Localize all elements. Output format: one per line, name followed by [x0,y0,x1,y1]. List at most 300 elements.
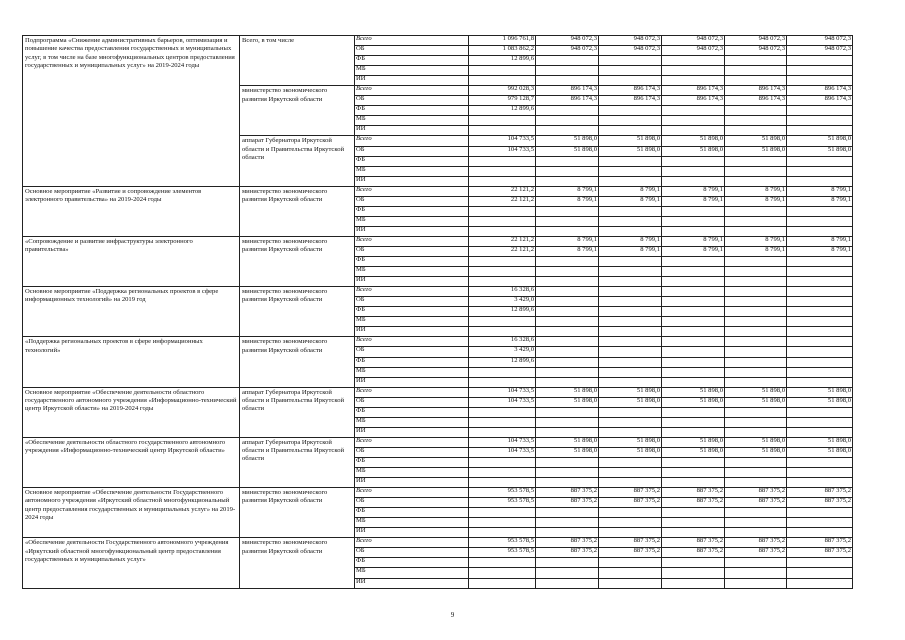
amount-cell [536,427,599,437]
funding-source: ФБ [355,156,469,166]
responsible-executor: аппарат Губернатора Иркутской области и Правительства Иркутской области [240,136,355,186]
amount-cell [725,257,787,267]
amount-cell [662,76,725,86]
amount-cell [469,558,536,568]
funding-source: ИИ [355,327,469,337]
amount-cell [469,116,536,126]
amount-cell: 8 799,1 [787,236,853,246]
amount-cell: 51 898,0 [662,437,725,447]
amount-cell [469,206,536,216]
table-row [23,387,853,397]
amount-cell [469,156,536,166]
amount-cell [662,116,725,126]
amount-cell [787,417,853,427]
amount-cell [599,106,662,116]
amount-cell [469,176,536,186]
amount-cell [599,307,662,317]
funding-source: ИИ [355,277,469,287]
responsible-executor: Всего, в том числе [240,36,355,86]
amount-cell [787,307,853,317]
funding-source: МБ [355,267,469,277]
amount-cell [787,468,853,478]
table-row [23,337,853,347]
amount-cell: 953 578,5 [469,548,536,558]
amount-cell [662,327,725,337]
amount-cell [662,126,725,136]
amount-cell [787,216,853,226]
amount-cell [662,407,725,417]
amount-cell: 887 375,2 [662,548,725,558]
amount-cell [662,66,725,76]
amount-cell [469,257,536,267]
amount-cell [725,407,787,417]
amount-cell [599,156,662,166]
responsible-executor: министерство экономического развития Иркутской области [240,287,355,337]
amount-cell [725,568,787,578]
amount-cell [662,377,725,387]
amount-cell [599,568,662,578]
funding-source: ФБ [355,558,469,568]
amount-cell [725,367,787,377]
amount-cell [536,377,599,387]
amount-cell [787,457,853,467]
funding-source: ИИ [355,427,469,437]
amount-cell [787,367,853,377]
amount-cell [662,307,725,317]
amount-cell [536,558,599,568]
funding-source: ФБ [355,307,469,317]
amount-cell [536,257,599,267]
amount-cell [725,558,787,568]
amount-cell [536,106,599,116]
amount-cell [536,337,599,347]
funding-source: МБ [355,66,469,76]
amount-cell: 887 375,2 [536,498,599,508]
amount-cell: 887 375,2 [725,488,787,498]
amount-cell: 896 174,3 [662,96,725,106]
amount-cell [599,457,662,467]
amount-cell: 51 898,0 [599,397,662,407]
funding-source: Всего [355,337,469,347]
amount-cell [725,578,787,588]
amount-cell [662,518,725,528]
responsible-executor: министерство экономического развития Иркутской области [240,236,355,286]
amount-cell: 51 898,0 [725,136,787,146]
amount-cell: 51 898,0 [787,397,853,407]
amount-cell: 948 072,3 [599,46,662,56]
amount-cell: 8 799,1 [599,236,662,246]
amount-cell: 104 733,5 [469,146,536,156]
funding-source: Всего [355,538,469,548]
amount-cell [599,267,662,277]
amount-cell: 51 898,0 [536,397,599,407]
responsible-executor: министерство экономического развития Иркутской области [240,488,355,538]
amount-cell: 948 072,3 [662,46,725,56]
amount-cell: 887 375,2 [787,548,853,558]
amount-cell: 51 898,0 [787,136,853,146]
amount-cell [662,528,725,538]
amount-cell: 12 899,6 [469,56,536,66]
amount-cell [662,317,725,327]
amount-cell: 22 121,2 [469,246,536,256]
amount-cell [469,528,536,538]
amount-cell: 51 898,0 [536,447,599,457]
amount-cell: 896 174,3 [599,86,662,96]
amount-cell: 51 898,0 [536,437,599,447]
amount-cell: 887 375,2 [536,488,599,498]
activity-description: «Обеспечение деятельности областного государственного автономного учреждения «Информационно-технический центр Иркутской области» [23,437,240,487]
amount-cell [536,317,599,327]
amount-cell [469,377,536,387]
amount-cell: 948 072,3 [662,36,725,46]
amount-cell: 896 174,3 [536,86,599,96]
funding-source: ОБ [355,46,469,56]
activity-description: Основное мероприятие «Обеспечение деятельности областного государственного автономного учреждения «Информационно-технический центр Иркутской области» на 2019-2024 годы [23,387,240,437]
amount-cell: 948 072,3 [536,36,599,46]
amount-cell [536,166,599,176]
amount-cell [725,287,787,297]
amount-cell: 51 898,0 [725,397,787,407]
amount-cell: 1 096 761,8 [469,36,536,46]
amount-cell [599,176,662,186]
activity-description: Основное мероприятие «Обеспечение деятельности Государственного автономного учреждения «Иркутский областной многофункциональный центр предоставления государственных и муниципальных услуг» на 2019-2024 годы [23,488,240,538]
amount-cell: 12 899,6 [469,307,536,317]
amount-cell [599,76,662,86]
amount-cell [725,126,787,136]
amount-cell [469,518,536,528]
amount-cell [599,367,662,377]
amount-cell [787,317,853,327]
amount-cell [787,568,853,578]
amount-cell: 104 733,5 [469,387,536,397]
amount-cell [787,377,853,387]
amount-cell: 948 072,3 [599,36,662,46]
amount-cell: 896 174,3 [787,86,853,96]
activity-description: «Сопровождение и развитие инфраструктуры электронного правительства» [23,236,240,286]
amount-cell [536,56,599,66]
funding-source: МБ [355,166,469,176]
amount-cell [725,518,787,528]
amount-cell [725,216,787,226]
funding-source: МБ [355,216,469,226]
amount-cell: 948 072,3 [787,46,853,56]
amount-cell: 887 375,2 [725,498,787,508]
amount-cell [725,478,787,488]
amount-cell: 51 898,0 [599,136,662,146]
funding-source: ФБ [355,206,469,216]
amount-cell [662,287,725,297]
amount-cell [599,407,662,417]
amount-cell: 51 898,0 [536,387,599,397]
amount-cell: 8 799,1 [725,186,787,196]
amount-cell [599,216,662,226]
amount-cell: 51 898,0 [599,387,662,397]
amount-cell [536,156,599,166]
amount-cell: 51 898,0 [536,136,599,146]
funding-source: МБ [355,417,469,427]
amount-cell [469,317,536,327]
responsible-executor: аппарат Губернатора Иркутской области и Правительства Иркутской области [240,437,355,487]
amount-cell [725,116,787,126]
amount-cell: 896 174,3 [725,86,787,96]
amount-cell [662,337,725,347]
amount-cell [469,126,536,136]
funding-source: МБ [355,568,469,578]
amount-cell: 8 799,1 [725,196,787,206]
amount-cell [536,287,599,297]
amount-cell [662,166,725,176]
amount-cell [725,417,787,427]
amount-cell: 887 375,2 [725,538,787,548]
funding-source: Всего [355,236,469,246]
amount-cell [599,508,662,518]
amount-cell [787,297,853,307]
amount-cell: 887 375,2 [787,538,853,548]
amount-cell: 22 121,2 [469,196,536,206]
funding-source: Всего [355,488,469,498]
amount-cell [536,518,599,528]
amount-cell: 979 128,7 [469,96,536,106]
amount-cell [725,156,787,166]
funding-source: ИИ [355,226,469,236]
amount-cell: 22 121,2 [469,236,536,246]
amount-cell [725,297,787,307]
amount-cell [469,468,536,478]
amount-cell: 992 028,3 [469,86,536,96]
amount-cell [536,126,599,136]
amount-cell [725,277,787,287]
amount-cell [599,206,662,216]
amount-cell [536,347,599,357]
amount-cell [662,156,725,166]
amount-cell: 51 898,0 [662,447,725,457]
amount-cell: 104 733,5 [469,136,536,146]
amount-cell [787,116,853,126]
amount-cell: 8 799,1 [725,236,787,246]
amount-cell [725,307,787,317]
amount-cell [469,327,536,337]
funding-source: ОБ [355,447,469,457]
funding-source: ИИ [355,76,469,86]
amount-cell [469,457,536,467]
amount-cell: 8 799,1 [787,196,853,206]
table-row [23,437,853,447]
amount-cell: 953 578,5 [469,488,536,498]
funding-source: ИИ [355,126,469,136]
funding-source: Всего [355,86,469,96]
amount-cell [536,327,599,337]
funding-source: Всего [355,186,469,196]
amount-cell [662,226,725,236]
table-row [23,236,853,246]
amount-cell [469,76,536,86]
amount-cell: 887 375,2 [599,498,662,508]
amount-cell [787,176,853,186]
amount-cell [662,277,725,287]
amount-cell [469,267,536,277]
amount-cell [469,407,536,417]
funding-source: ОБ [355,397,469,407]
funding-source: ФБ [355,106,469,116]
amount-cell [536,297,599,307]
funding-source: ОБ [355,146,469,156]
amount-cell [599,578,662,588]
amount-cell [599,327,662,337]
amount-cell: 51 898,0 [536,146,599,156]
amount-cell [536,478,599,488]
amount-cell [725,377,787,387]
amount-cell: 8 799,1 [662,186,725,196]
amount-cell: 51 898,0 [599,447,662,457]
amount-cell [599,287,662,297]
funding-source: Всего [355,387,469,397]
funding-source: ИИ [355,478,469,488]
amount-cell [599,427,662,437]
amount-cell [536,407,599,417]
funding-source: МБ [355,317,469,327]
amount-cell [536,76,599,86]
amount-cell [469,367,536,377]
amount-cell: 887 375,2 [725,548,787,558]
amount-cell: 51 898,0 [787,437,853,447]
amount-cell: 887 375,2 [599,538,662,548]
amount-cell: 887 375,2 [662,538,725,548]
amount-cell [787,126,853,136]
amount-cell: 8 799,1 [536,246,599,256]
amount-cell [536,226,599,236]
amount-cell [787,528,853,538]
funding-source: Всего [355,437,469,447]
funding-source: ОБ [355,196,469,206]
activity-description: Основное мероприятие «Развитие и сопровождение элементов электронного правительства» на 2019-2024 годы [23,186,240,236]
amount-cell [662,508,725,518]
amount-cell [599,337,662,347]
amount-cell [787,337,853,347]
amount-cell [599,417,662,427]
amount-cell: 887 375,2 [787,498,853,508]
amount-cell: 3 429,0 [469,297,536,307]
amount-cell [662,257,725,267]
amount-cell [469,578,536,588]
amount-cell [725,206,787,216]
amount-cell: 51 898,0 [725,447,787,457]
amount-cell [662,568,725,578]
amount-cell [662,478,725,488]
amount-cell: 51 898,0 [662,136,725,146]
amount-cell [599,226,662,236]
amount-cell [787,427,853,437]
funding-source: ФБ [355,457,469,467]
amount-cell: 948 072,3 [725,36,787,46]
amount-cell [725,267,787,277]
amount-cell [536,206,599,216]
activity-description: Основное мероприятие «Поддержка региональных проектов в сфере информационных технологий» на 2019 год [23,287,240,337]
amount-cell [662,267,725,277]
amount-cell [599,317,662,327]
amount-cell [599,116,662,126]
funding-source: ОБ [355,498,469,508]
table-row [23,36,853,46]
amount-cell: 896 174,3 [536,96,599,106]
amount-cell: 51 898,0 [725,146,787,156]
amount-cell: 887 375,2 [536,538,599,548]
amount-cell: 8 799,1 [536,196,599,206]
table-row [23,488,853,498]
funding-source: ОБ [355,548,469,558]
amount-cell: 51 898,0 [725,437,787,447]
amount-cell [536,508,599,518]
amount-cell [599,297,662,307]
funding-source: Всего [355,287,469,297]
amount-cell [787,407,853,417]
amount-cell: 51 898,0 [787,447,853,457]
amount-cell [787,347,853,357]
amount-cell [725,528,787,538]
amount-cell: 12 899,6 [469,357,536,367]
amount-cell [469,568,536,578]
activity-description: «Поддержка региональных проектов в сфере информационных технологий» [23,337,240,387]
amount-cell [536,568,599,578]
amount-cell: 8 799,1 [725,246,787,256]
amount-cell [725,106,787,116]
amount-cell [725,357,787,367]
amount-cell: 16 328,6 [469,337,536,347]
amount-cell [599,66,662,76]
amount-cell [536,357,599,367]
amount-cell: 22 121,2 [469,186,536,196]
amount-cell: 8 799,1 [662,236,725,246]
funding-source: ОБ [355,297,469,307]
amount-cell [469,226,536,236]
funding-source: ИИ [355,377,469,387]
amount-cell [787,66,853,76]
amount-cell: 953 578,5 [469,498,536,508]
amount-cell: 8 799,1 [536,186,599,196]
amount-cell [599,468,662,478]
amount-cell: 896 174,3 [599,96,662,106]
amount-cell [787,56,853,66]
amount-cell [536,277,599,287]
amount-cell [787,267,853,277]
amount-cell [536,528,599,538]
amount-cell: 12 899,6 [469,106,536,116]
amount-cell: 8 799,1 [787,186,853,196]
amount-cell [536,307,599,317]
responsible-executor: министерство экономического развития Иркутской области [240,538,355,588]
responsible-executor: министерство экономического развития Иркутской области [240,86,355,136]
amount-cell [469,216,536,226]
amount-cell [662,427,725,437]
amount-cell [662,106,725,116]
funding-source: ФБ [355,508,469,518]
amount-cell [536,417,599,427]
amount-cell: 51 898,0 [787,387,853,397]
amount-cell: 51 898,0 [725,387,787,397]
amount-cell [599,166,662,176]
amount-cell [725,176,787,186]
amount-cell [662,558,725,568]
amount-cell [725,76,787,86]
amount-cell: 8 799,1 [599,246,662,256]
amount-cell [787,558,853,568]
amount-cell [662,457,725,467]
table-body [23,36,853,589]
amount-cell [469,417,536,427]
amount-cell [787,518,853,528]
amount-cell [469,427,536,437]
responsible-executor: министерство экономического развития Иркутской области [240,186,355,236]
amount-cell: 8 799,1 [787,246,853,256]
